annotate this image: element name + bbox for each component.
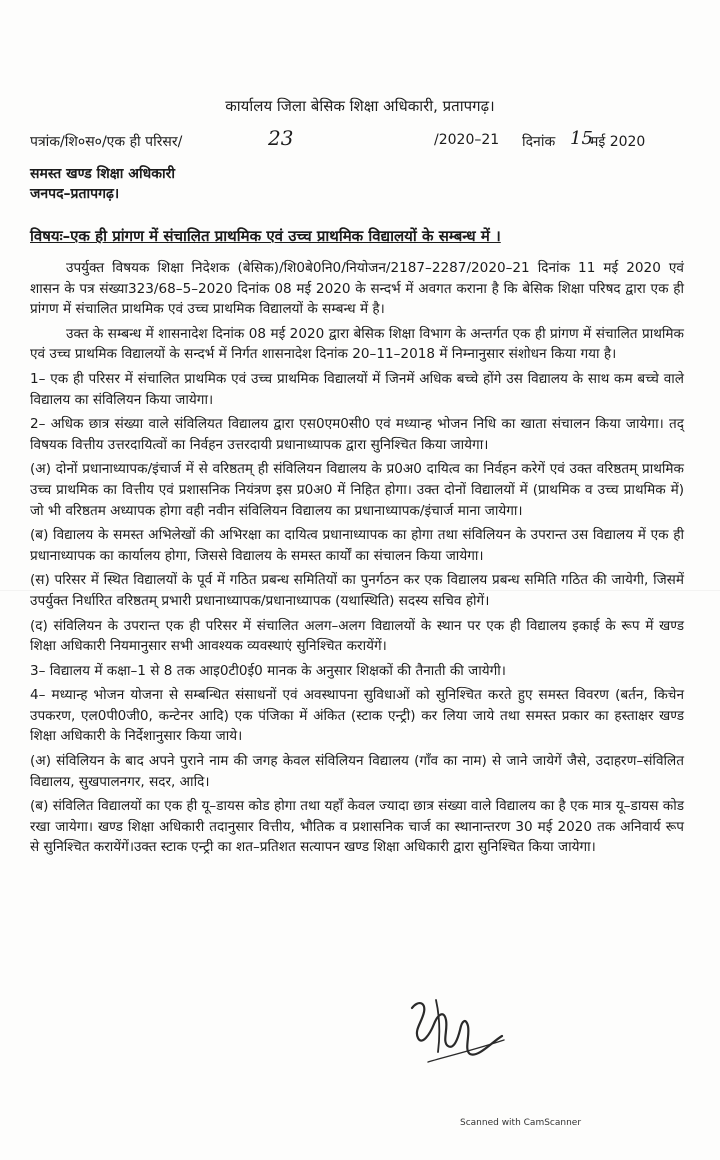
point-2a: (अ) दोनों प्रधानाध्यापक/इंचार्ज में से वरिष्ठतम् ही संविलियन विद्यालय के प्र0अ0 दायित्व का निर्वहन करेगें एवं उक्त वरिष्ठतम् प्राथमिक उच्च प्राथमिक का वित्तीय एवं प्रशासनिक नियंत्रण इस प्र0अ0 में निहित होगा। उक्त दोनों विद्यालयों में (प्राथमिक व उच्च प्राथमिक में) जो भी वरिष्ठतम अध्यापक होगा वही नवीन संविलियन विद्यालय का प्रधानाध्यापक/इंचार्ज माना जायेगा। xyxy=(30,461,684,519)
point-4a: (अ) संविलियन के बाद अपने पुराने नाम की जगह केवल संविलियन विद्यालय (गाँव का नाम) से जाने जायेगें जैसे, उदाहरण–संविलित विद्यालय, सुखपालनगर, सदर, आदि। xyxy=(30,753,684,790)
date-month-year: मई 2020 xyxy=(590,134,646,150)
point-1: 1– एक ही परिसर में संचालित प्राथमिक एवं उच्च प्राथमिक विद्यालयों में जिनमें अधिक बच्चे होंगे उस विद्यालय के साथ कम बच्चे वाले विद्यालय का संविलियन किया जायेगा। xyxy=(30,370,684,408)
office-heading: कार्यालय जिला बेसिक शिक्षा अधिकारी, प्रतापगढ़। xyxy=(225,97,495,115)
date-day: 15 xyxy=(570,128,593,149)
paragraph-intro: उपर्युक्त विषयक शिक्षा निदेशक (बेसिक)/शि0बे0नि0/नियोजन/2187–2287/2020–21 दिनांक 11 मई 2020 एवं शासन के पत्र संख्या323/68–5–2020 दिनांक 08 मई 2020 के सन्दर्भ में अवगत कराना है कि बेसिक शिक्षा परिषद द्वारा एक ही प्रांगण में संचालित प्राथमिक एवं उच्च प्राथमिक विद्यालयों के सम्बन्ध में है। xyxy=(30,260,684,318)
scanner-footer: Scanned with CamScanner xyxy=(460,1118,582,1128)
reference-line xyxy=(30,126,690,158)
addressee-line-1: समस्त खण्ड शिक्षा अधिकारी xyxy=(30,166,175,182)
date-label: दिनांक xyxy=(522,134,556,150)
reference-prefix: पत्रांक/शि०स०/एक ही परिसर/ xyxy=(30,134,183,150)
reference-year: /2020–21 xyxy=(434,132,500,148)
point-2: 2– अधिक छात्र संख्या वाले संविलियत विद्यालय द्वारा एस0एम0सी0 एवं मध्यान्ह भोजन निधि का खाता संचालन किया जायेगा। तद् विषयक वित्तीय उत्तरदायित्वों का निर्वहन उत्तरदायी प्रधानाध्यापक द्वारा सुनिश्चित किया जायेगा। xyxy=(30,416,684,453)
point-4b: (ब) संविलित विद्यालयों का एक ही यू–डायस कोड होगा तथा यहाँ केवल ज्यादा छात्र संख्या वाले विद्यालय का है एक मात्र यू–डायस कोड रखा जायेगा। खण्ड शिक्षा अधिकारी तदानुसार वित्तीय, भौतिक व प्रशासनिक चार्ज का स्थानान्तरण 30 मई 2020 तक अनिवार्य रूप से सुनिश्चित करायेंगें।उक्त स्टाक एन्ट्री का शत–प्रतिशत सत्यापन खण्ड शिक्षा अधिकारी द्वारा सुनिश्चित किया जायेगा। xyxy=(30,798,684,856)
point-2b: (ब) विद्यालय के समस्त अभिलेखों की अभिरक्षा का दायित्व प्रधानाध्यापक का होगा तथा संविलियन के उपरान्त उस विद्यालय में एक ही प्रधानाध्यापक का कार्यालय होगा, जिससे विद्यालय के समस्त कार्यों का संचालन किया जायेगा। xyxy=(30,527,684,564)
addressee-line-2: जनपद–प्रतापगढ़। xyxy=(30,186,120,202)
point-2c: (स) परिसर में स्थित विद्यालयों के पूर्व में गठित प्रबन्ध समितियों का पुनर्गठन कर एक विद्यालय प्रबन्ध समिति गठित की जायेगी, जिसमें उपर्युक्त निर्धारित वरिष्ठतम् प्रभारी प्रधानाध्यापक/प्रधानाध्यापक (यथास्थिति) सदस्य सचिव होगें। xyxy=(30,572,684,609)
subject-line: विषयः–एक ही प्रांगण में संचालित प्राथमिक एवं उच्च प्राथमिक विद्यालयों के सम्बन्ध में । xyxy=(30,227,501,245)
letter-body xyxy=(30,258,684,862)
paragraph-context: उक्त के सम्बन्ध में शासनादेश दिनांक 08 मई 2020 द्वारा बेसिक शिक्षा विभाग के अन्तर्गत एक ही प्रांगण में संचालित प्राथमिक एवं उच्च प्राथमिक विद्यालयों के सन्दर्भ में निर्गत शासनादेश दिनांक 20–11–2018 में निम्नानुसार संशोधन किया गया है। xyxy=(30,325,684,363)
point-3: 3– विद्यालय में कक्षा–1 से 8 तक आइ0टी0ई0 मानक के अनुसार शिक्षकों की तैनाती की जायेगी। xyxy=(30,662,506,679)
point-2d: (द) संविलियन के उपरान्त एक ही परिसर में संचालित अलग–अलग विद्यालयों के स्थान पर एक ही विद्यालय इकाई के रूप में खण्ड शिक्षा अधिकारी नियमानुसार सभी आवश्यक व्यवस्थाएं सुनिश्चित करायेंगें। xyxy=(30,617,684,655)
addressee-block xyxy=(30,164,175,204)
reference-number: 23 xyxy=(268,126,294,150)
signature-icon xyxy=(400,990,520,1070)
point-4: 4– मध्यान्ह भोजन योजना से सम्बन्धित संसाधनों एवं अवस्थापना सुविधाओं को सुनिश्चित करते हुए समस्त विवरण (बर्तन, किचेन उपकरण, एल0पी0जी0, कन्टेनर आदि) एक पंजिका में अंकित (स्टाक एन्ट्री) कर लिया जाये तथा समस्त प्रकार का हस्ताक्षर खण्ड शिक्षा अधिकारी के निर्देशानुसार किया जाये। xyxy=(30,687,684,745)
